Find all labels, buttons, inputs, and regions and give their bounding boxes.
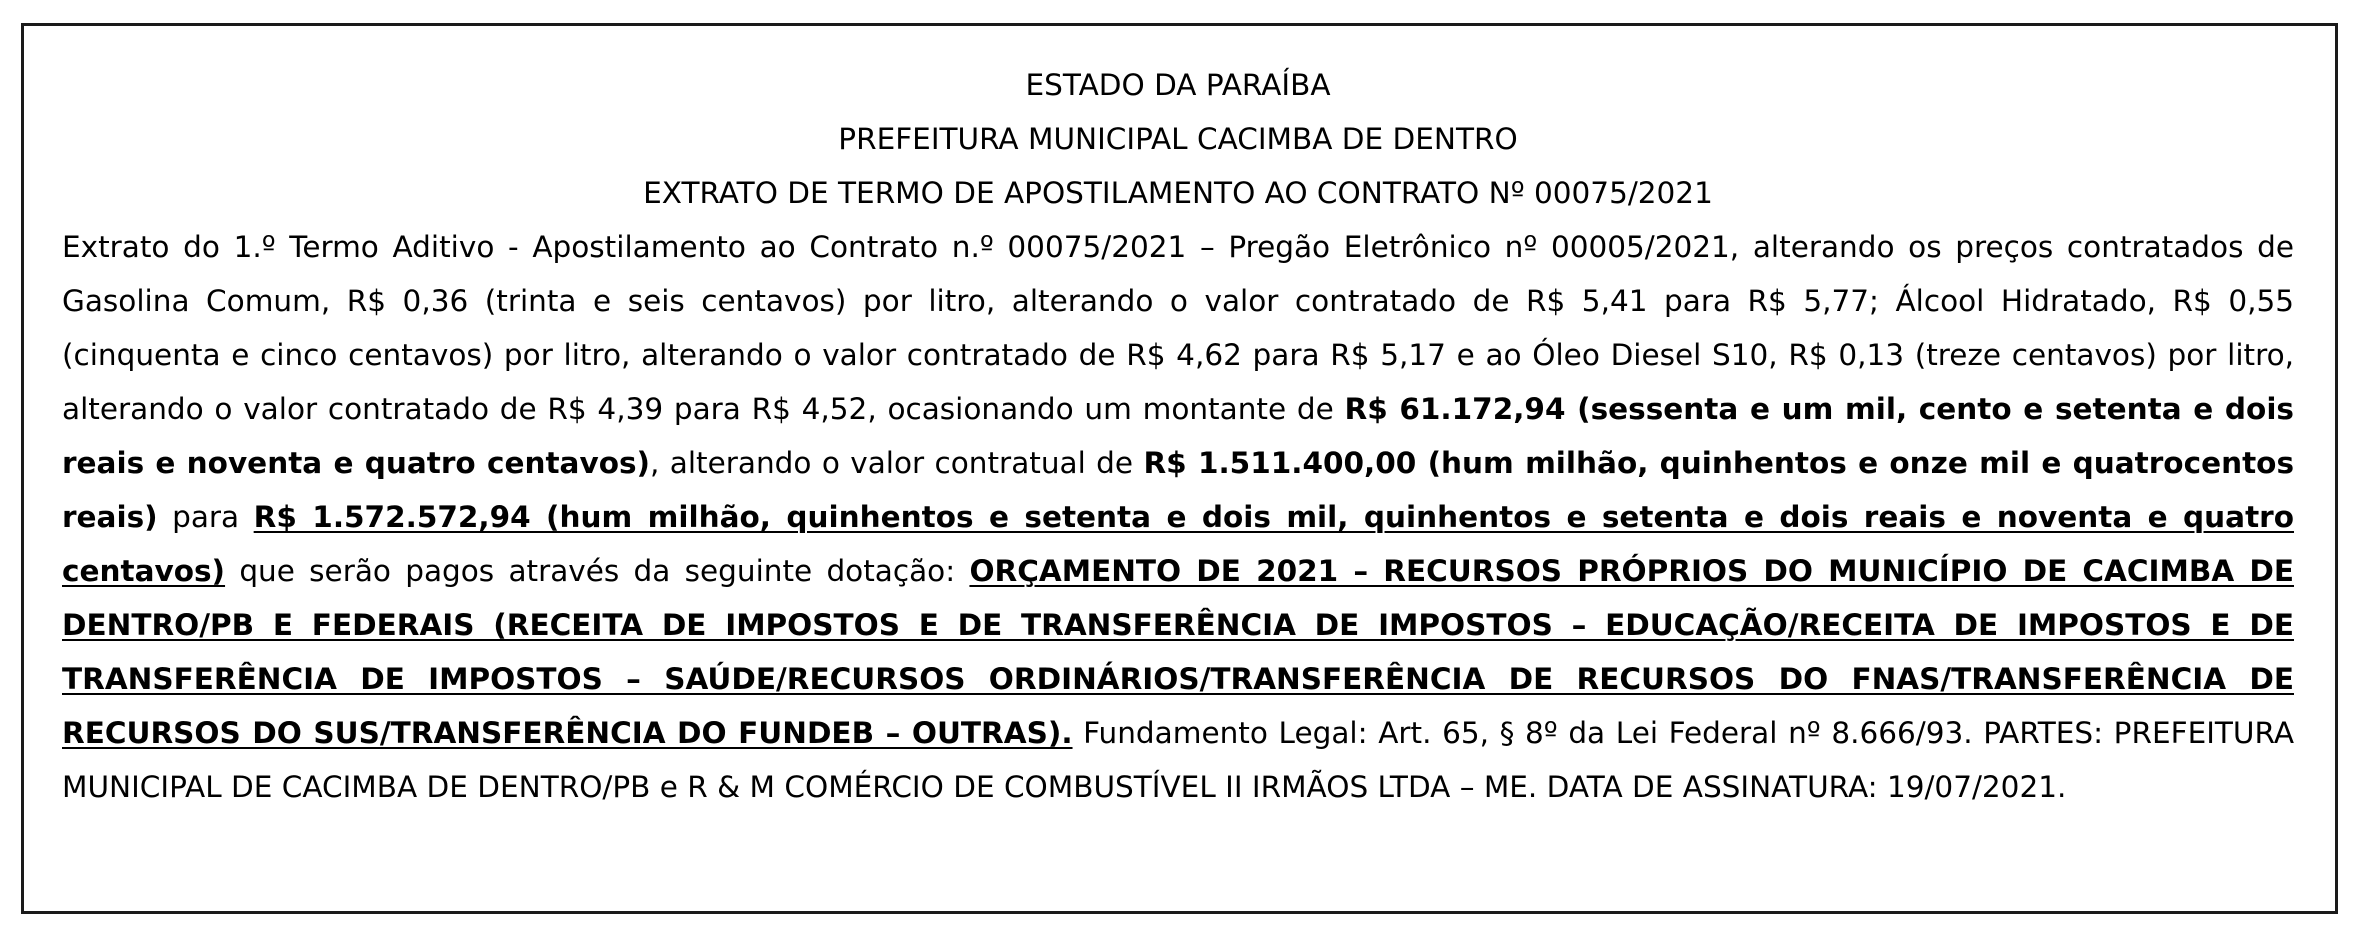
extract-body — [62, 220, 2294, 814]
old-contract-value: R$ 1.511.400,00 (hum milhão, quinhentos e onze mil e quatrocentos reais) — [62, 446, 2294, 534]
body-text-to: para — [157, 500, 254, 534]
new-contract-value: R$ 1.572.572,94 (hum milhão, quinhentos e setenta e dois mil, quinhentos e setenta e dois reais e noventa e quatro centavos) — [62, 500, 2294, 588]
header-extract-title: EXTRATO DE TERMO DE APOSTILAMENTO AO CONTRATO Nº 00075/2021 — [643, 176, 1713, 210]
body-text-payment: que serão pagos através da seguinte dotação: — [225, 554, 970, 588]
header-state: ESTADO DA PARAÍBA — [1025, 68, 1331, 102]
body-text-altering: , alterando o valor contratual de — [650, 446, 1144, 480]
body-text-intro: Extrato do 1.º Termo Aditivo - Apostilamento ao Contrato n.º 00075/2021 – Pregão Eletrônico nº 00005/2021, alterando os preços contratados de Gasolina Comum, R$ 0,36 (trinta e seis centavos) por litro, alterando o valor contratado de R$ 5,41 para R$ 5,77; Álcool Hidratado, R$ 0,55 (cinquenta e cinco centavos) por litro, alterando o valor contratado de R$ 4,62 para R$ 5,17 e ao Óleo Diesel S10, R$ 0,13 (treze centavos) por litro, alterando o valor contratado de R$ 4,39 para R$ 4,52, ocasionando um montante de — [62, 230, 2294, 426]
budget-allocation: ORÇAMENTO DE 2021 – RECURSOS PRÓPRIOS DO MUNICÍPIO DE CACIMBA DE DENTRO/PB E FEDERAIS (RECEITA DE IMPOSTOS E DE TRANSFERÊNCIA DE IMPOSTOS – EDUCAÇÃO/RECEITA DE IMPOSTOS E DE TRANSFERÊNCIA DE IMPOSTOS – SAÚDE/RECURSOS ORDINÁRIOS/TRANSFERÊNCIA DE RECURSOS DO FNAS/TRANSFERÊNCIA DE RECURSOS DO SUS/TRANSFERÊNCIA DO FUNDEB – OUTRAS). — [62, 554, 2294, 750]
document-content — [62, 58, 2294, 814]
header-municipality: PREFEITURA MUNICIPAL CACIMBA DE DENTRO — [838, 122, 1518, 156]
body-text-legal: Fundamento Legal: Art. 65, § 8º da Lei Federal nº 8.666/93. PARTES: PREFEITURA MUNICIPAL DE CACIMBA DE DENTRO/PB e R & M COMÉRCIO DE COMBUSTÍVEL II IRMÃOS LTDA – ME. DATA DE ASSINATURA: 19/07/2021. — [62, 716, 2294, 804]
amount-value: R$ 61.172,94 (sessenta e um mil, cento e setenta e dois reais e noventa e quatro centavos) — [62, 392, 2294, 480]
